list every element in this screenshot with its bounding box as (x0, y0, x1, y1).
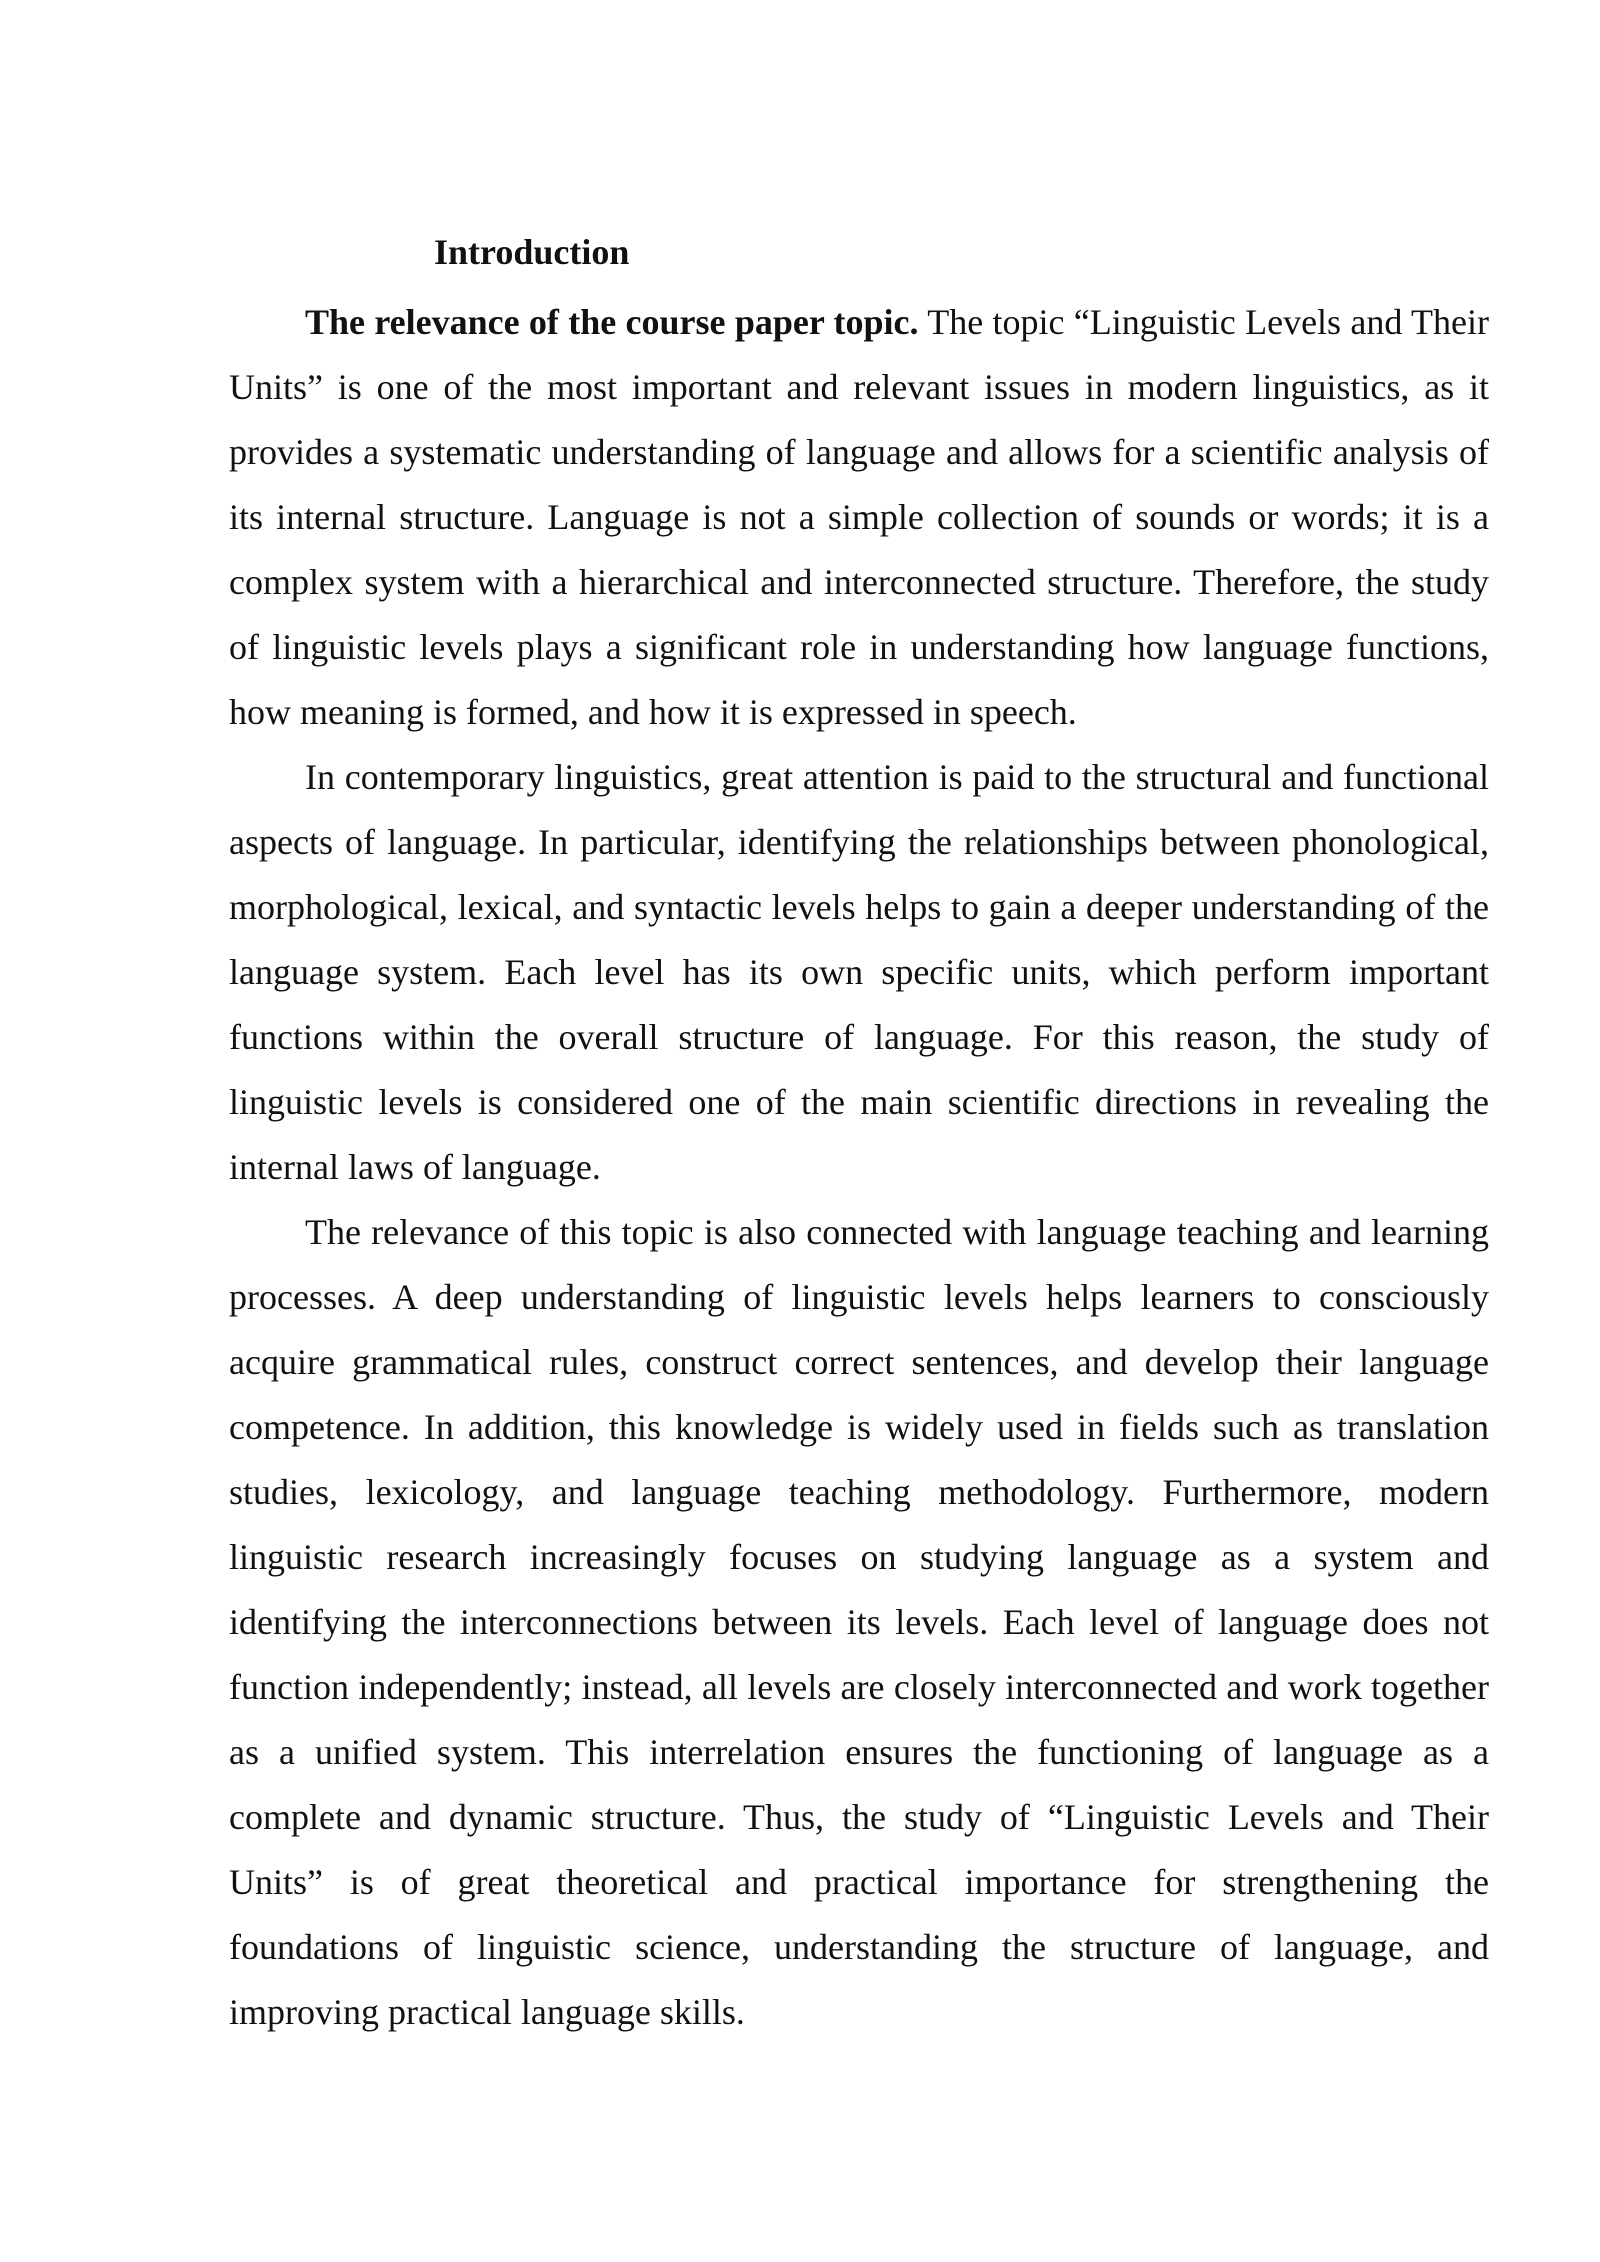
paragraph-teaching (229, 1200, 1489, 2045)
paragraph-contemporary (229, 745, 1489, 1200)
paragraph-text: In contemporary linguistics, great attention is paid to the structural and functional aspects of language. In particular, identifying the relationships between phonological, morphological, lexical, and syntactic levels helps to gain a deeper understanding of the language system. Each level has its own specific units, which perform important functions within the overall structure of language. For this reason, the study of linguistic levels is considered one of the main scientific directions in revealing the internal laws of language. (229, 757, 1489, 1187)
section-heading: Introduction (434, 232, 630, 272)
paragraph-lead: The relevance of the course paper topic. (305, 302, 919, 342)
paragraph-text: The topic “Linguistic Levels and Their Units” is one of the most important and relevant issues in modern linguistics, as it provides a systematic understanding of language and allows for a scientific analysis of its internal structure. Language is not a simple collection of sounds or words; it is a complex system with a hierarchical and interconnected structure. Therefore, the study of linguistic levels plays a significant role in understanding how language functions, how meaning is formed, and how it is expressed in speech. (229, 302, 1490, 732)
page-body (229, 224, 1489, 2045)
paragraph-text: The relevance of this topic is also connected with language teaching and learning processes. A deep understanding of linguistic levels helps learners to consciously acquire grammatical rules, construct correct sentences, and develop their language competence. In addition, this knowledge is widely used in fields such as translation studies, lexicology, and language teaching methodology. Furthermore, modern linguistic research increasingly focuses on studying language as a system and identifying the interconnections between its levels. Each level of language does not function independently; instead, all levels are closely interconnected and work together as a unified system. This interrelation ensures the functioning of language as a complete and dynamic structure. Thus, the study of “Linguistic Levels and Their Units” is of great theoretical and practical importance for strengthening the foundations of linguistic science, understanding the structure of language, and improving practical language skills. (229, 1212, 1489, 2032)
paragraph-relevance (229, 290, 1489, 745)
